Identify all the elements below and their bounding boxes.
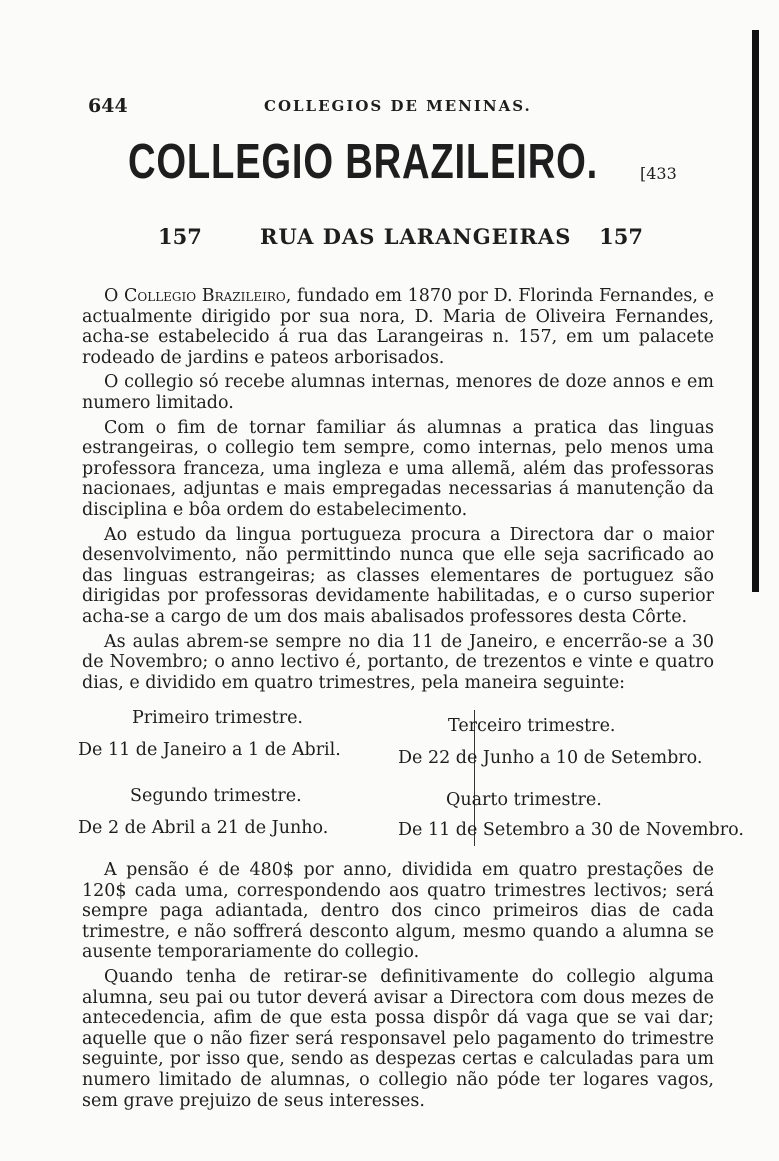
page-number: 644 bbox=[88, 95, 128, 117]
trimester-1-title: Primeiro trimestre. bbox=[132, 708, 303, 728]
paragraph-4: Ao estudo da lingua portugueza procura a Directora dar o maior desenvolvimento, não permittindo nunca que elle seja sacrificado ao das linguas estrangeiras; as classes elementares de portuguez são dirigidas por professoras devidamente habilitadas, e o curso superior acha-se a cargo de um dos mais abalisados professores desta Côrte. bbox=[82, 524, 714, 627]
trimester-4-title: Quarto trimestre. bbox=[446, 790, 602, 810]
paragraph-5: As aulas abrem-se sempre no dia 11 de Janeiro, e encerrão-se a 30 de Novembro; o anno lectivo é, portanto, de trezentos e vinte e quatro dias, e dividido em quatro trimestres, pela maneira seguinte: bbox=[82, 631, 714, 693]
body-text bbox=[82, 286, 714, 697]
trimester-3-title: Terceiro trimestre. bbox=[448, 716, 616, 736]
paragraph-1 bbox=[82, 286, 714, 368]
trimester-2-dates: De 2 de Abril a 21 de Junho. bbox=[78, 818, 329, 838]
trimester-4-dates: De 11 de Setembro a 30 de Novembro. bbox=[398, 820, 744, 840]
address-number-left: 157 bbox=[158, 224, 202, 249]
page-header bbox=[88, 95, 718, 119]
trimester-1-dates: De 11 de Janeiro a 1 de Abril. bbox=[78, 740, 341, 760]
reference-number: [433 bbox=[640, 164, 677, 183]
running-head: COLLEGIOS DE MENINAS. bbox=[264, 97, 532, 115]
school-name: O Collegio Brazileiro, bbox=[104, 286, 292, 306]
page-edge-bar bbox=[752, 30, 759, 592]
paragraph-6: A pensão é de 480$ por anno, dividida em quatro prestações de 120$ cada uma, correspondendo aos quatro trimestres lectivos; será sempre paga adiantada, dentro dos cinco primeiros dias de cada trimestre, e não soffrerá desconto algum, mesmo quando a alumna se ausente temporariamente do collegio. bbox=[82, 860, 714, 963]
address-line bbox=[158, 224, 643, 254]
lower-body-text bbox=[82, 860, 714, 1115]
page-title: COLLEGIO BRAZILEIRO. bbox=[128, 135, 598, 189]
trimester-3-dates: De 22 de Junho a 10 de Setembro. bbox=[398, 748, 703, 768]
paragraph-7: Quando tenha de retirar-se definitivamente do collegio alguma alumna, seu pai ou tutor deverá avisar a Directora com dous mezes de antecedencia, afim de que esta possa dispôr dá vaga que se vai dar; aquelle que o não fizer será responsavel pelo pagamento do trimestre seguinte, por isso que, sendo as despezas certas e calculadas para um numero limitado de alumnas, o collegio não póde ter logares vagos, sem grave prejuizo de seus interesses. bbox=[82, 966, 714, 1111]
trimester-2-title: Segundo trimestre. bbox=[130, 786, 302, 806]
address-street: RUA DAS LARANGEIRAS bbox=[260, 224, 572, 249]
paragraph-1-text: fundado em 1870 por D. Florinda Fernandes, e actualmente dirigido por sua nora, D. Maria de Oliveira Fernandes, acha-se estabelecido á rua das Larangeiras n. 157, em um palacete rodeado de jardins e pateos arborisados. bbox=[82, 286, 714, 368]
trimester-schedule bbox=[78, 708, 744, 848]
address-number-right: 157 bbox=[599, 224, 643, 249]
paragraph-2: O collegio só recebe alumnas internas, menores de doze annos e em numero limitado. bbox=[82, 372, 714, 413]
paragraph-3: Com o fim de tornar familiar ás alumnas a pratica das linguas estrangeiras, o collegio tem sempre, como internas, pelo menos uma professora franceza, uma ingleza e uma allemã, além das professoras nacionaes, adjuntas e mais empregadas necessarias á manutenção da disciplina e bôa ordem do estabelecimento. bbox=[82, 417, 714, 520]
